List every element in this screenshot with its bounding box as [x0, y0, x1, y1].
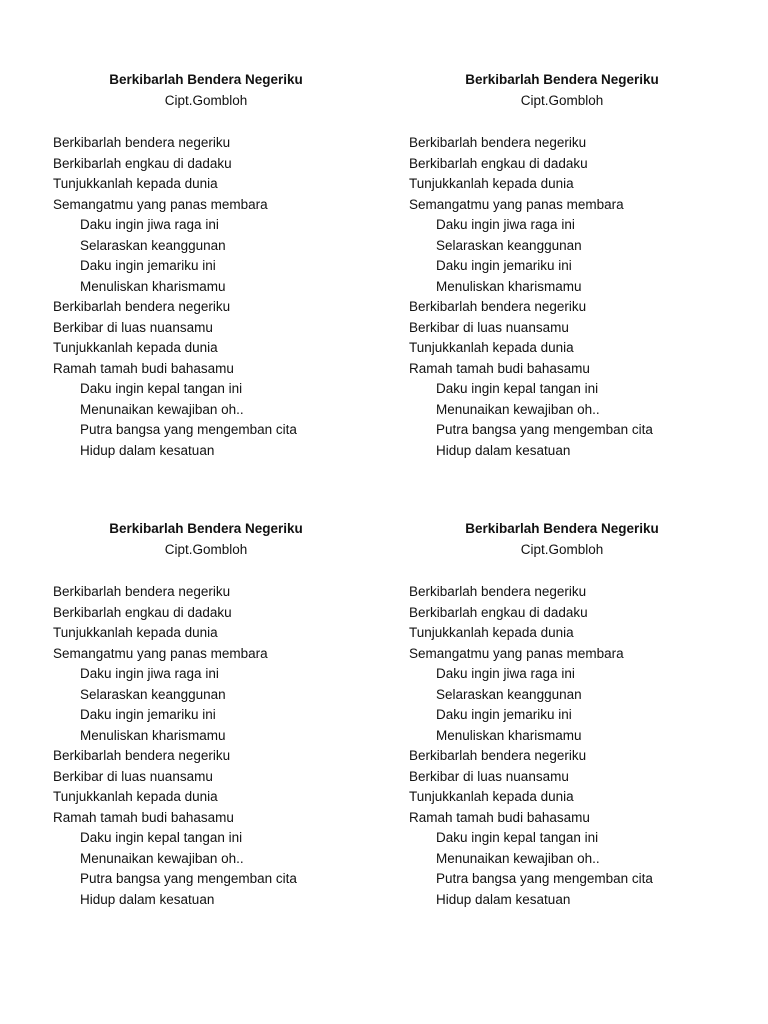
song-credit: Cipt.Gombloh	[164, 93, 248, 108]
lyric-line: Daku ingin jiwa raga ini	[436, 217, 575, 232]
lyric-line: Berkibarlah bendera negeriku	[409, 584, 587, 599]
lyric-line: Daku ingin kepal tangan ini	[80, 381, 243, 396]
lyric-line: Berkibarlah bendera negeriku	[409, 748, 587, 763]
lyric-line: Daku ingin kepal tangan ini	[80, 830, 243, 845]
lyrics-list	[53, 582, 297, 910]
lyric-line: Ramah tamah budi bahasamu	[53, 360, 234, 376]
lyric-line: Hidup dalam kesatuan	[436, 442, 571, 458]
lyric-line: Putra bangsa yang mengemban cita	[436, 422, 653, 437]
lyric-line: Berkibarlah engkau di dadaku	[53, 604, 232, 620]
lyric-line: Berkibarlah engkau di dadaku	[53, 155, 232, 171]
lyric-line: Tunjukkanlah kepada dunia	[409, 340, 574, 355]
lyrics-list	[53, 133, 297, 461]
lyric-line: Daku ingin jiwa raga ini	[80, 666, 219, 681]
lyric-line: Tunjukkanlah kepada dunia	[53, 176, 218, 191]
lyric-line: Putra bangsa yang mengemban cita	[80, 871, 297, 886]
song-title: Berkibarlah Bendera Negeriku	[465, 72, 659, 87]
lyric-line: Putra bangsa yang mengemban cita	[436, 871, 653, 886]
lyric-line: Berkibar di luas nuansamu	[409, 768, 569, 784]
lyric-line: Berkibarlah engkau di dadaku	[409, 604, 588, 620]
lyric-line: Ramah tamah budi bahasamu	[409, 360, 590, 376]
lyric-line: Berkibarlah bendera negeriku	[53, 584, 231, 599]
lyric-line: Berkibarlah bendera negeriku	[53, 135, 231, 150]
lyric-line: Daku ingin jemariku ini	[436, 707, 572, 722]
lyric-line: Tunjukkanlah kepada dunia	[409, 625, 574, 640]
lyric-line: Menunaikan kewajiban oh..	[80, 401, 244, 417]
lyric-line: Daku ingin jemariku ini	[436, 258, 572, 273]
lyric-line: Menuliskan kharismamu	[436, 278, 582, 294]
song-title: Berkibarlah Bendera Negeriku	[465, 521, 659, 536]
lyric-line: Berkibarlah bendera negeriku	[53, 748, 231, 763]
lyric-line: Hidup dalam kesatuan	[80, 891, 215, 907]
lyric-line: Menunaikan kewajiban oh..	[436, 850, 600, 866]
song-title: Berkibarlah Bendera Negeriku	[109, 521, 303, 536]
lyric-line: Semangatmu yang panas membara	[53, 196, 268, 212]
song-credit: Cipt.Gombloh	[164, 542, 248, 557]
lyric-line: Daku ingin kepal tangan ini	[436, 830, 599, 845]
lyric-line: Tunjukkanlah kepada dunia	[53, 789, 218, 804]
lyric-line: Selaraskan keanggunan	[436, 686, 582, 702]
lyric-line: Berkibar di luas nuansamu	[409, 319, 569, 335]
lyric-line: Daku ingin jemariku ini	[80, 707, 216, 722]
lyric-line: Selaraskan keanggunan	[80, 237, 226, 253]
lyric-line: Berkibarlah engkau di dadaku	[409, 155, 588, 171]
lyric-line: Ramah tamah budi bahasamu	[409, 809, 590, 825]
lyric-line: Menuliskan kharismamu	[80, 278, 226, 294]
lyric-line: Semangatmu yang panas membara	[53, 645, 268, 661]
lyric-line: Daku ingin jiwa raga ini	[80, 217, 219, 232]
lyric-line: Putra bangsa yang mengemban cita	[80, 422, 297, 437]
lyric-line: Ramah tamah budi bahasamu	[53, 809, 234, 825]
lyric-line: Tunjukkanlah kepada dunia	[53, 340, 218, 355]
lyric-line: Berkibarlah bendera negeriku	[409, 135, 587, 150]
lyric-line: Semangatmu yang panas membara	[409, 196, 624, 212]
lyrics-list	[409, 133, 653, 461]
lyric-line: Hidup dalam kesatuan	[436, 891, 571, 907]
lyric-line: Tunjukkanlah kepada dunia	[409, 176, 574, 191]
lyric-line: Berkibarlah bendera negeriku	[409, 299, 587, 314]
lyric-line: Tunjukkanlah kepada dunia	[409, 789, 574, 804]
lyric-line: Menuliskan kharismamu	[436, 727, 582, 743]
lyric-line: Daku ingin jiwa raga ini	[436, 666, 575, 681]
lyric-line: Hidup dalam kesatuan	[80, 442, 215, 458]
lyric-line: Berkibar di luas nuansamu	[53, 319, 213, 335]
song-credit: Cipt.Gombloh	[520, 93, 604, 108]
song-title: Berkibarlah Bendera Negeriku	[109, 72, 303, 87]
lyric-line: Semangatmu yang panas membara	[409, 645, 624, 661]
lyric-line: Berkibar di luas nuansamu	[53, 768, 213, 784]
lyric-line: Selaraskan keanggunan	[436, 237, 582, 253]
lyric-line: Menunaikan kewajiban oh..	[80, 850, 244, 866]
lyrics-list	[409, 582, 653, 910]
lyric-line: Daku ingin kepal tangan ini	[436, 381, 599, 396]
lyric-line: Selaraskan keanggunan	[80, 686, 226, 702]
lyric-line: Menuliskan kharismamu	[80, 727, 226, 743]
lyric-line: Tunjukkanlah kepada dunia	[53, 625, 218, 640]
song-credit: Cipt.Gombloh	[520, 542, 604, 557]
lyric-line: Menunaikan kewajiban oh..	[436, 401, 600, 417]
lyric-line: Berkibarlah bendera negeriku	[53, 299, 231, 314]
lyric-line: Daku ingin jemariku ini	[80, 258, 216, 273]
